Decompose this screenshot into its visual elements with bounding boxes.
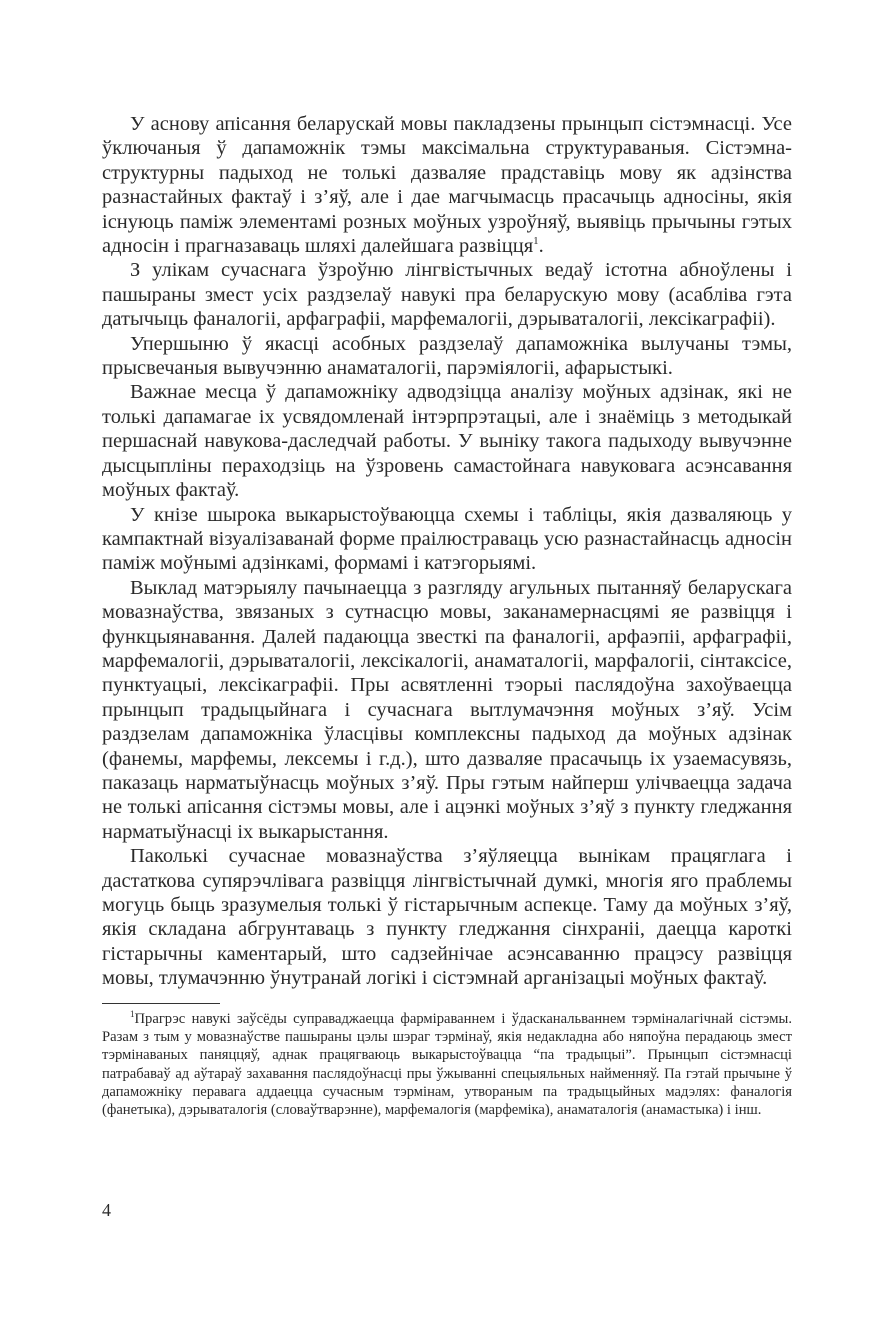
footnote-separator (102, 1003, 220, 1004)
paragraph-1-text: У аснову апісання беларускай мовы пакладзены прынцып сістэмнасці. Усе ўключаныя ў дапаможнік тэмы максімальна структураваныя. Сістэмна-структурны падыход не толькі дазваляе прадставіць мову як адзінства разнастайных фактаў і з’яў, але і дае магчымасць прасачыць адносіны, якія існуюць паміж элементамі розных моўных узроўняў, выявіць прычыны гэтых адносін і прагназаваць шляхі далейшага развіцця (102, 113, 792, 258)
footnote-text: Прагрэс навукі заўсёды суправаджаецца фарміраваннем і ўдасканальваннем тэрміналагічнай сістэмы. Разам з тым у мовазнаўстве пашыраны цэлы шэраг тэрмінаў, якія недакладна або няпоўна перадаюць змест тэрмінаваных паняццяў, аднак працягваюць выкарыстоўвацца “па традыцыі”. Прынцып сістэмнасці патрабаваў ад аўтараў захавання паслядоўнасці пры ўжыванні спецыяльных найменняў. Па гэтай прычыне ў дапаможніку перавага аддаецца сучасным тэрмінам, утвораным па традыцыйных мадэлях: фаналогія (фанетыка), дэрываталогія (словаўтварэнне), марфемалогія (марфеміка), анаматалогія (анамастыка) і інш. (102, 1010, 792, 1119)
paragraph-1-period: . (538, 235, 544, 258)
paragraph-1 (102, 112, 792, 258)
paragraph-5: У кнізе шырока выкарыстоўваюцца схемы і табліцы, якія дазваляюць у кампактнай візуалізаванай форме праілюстраваць усю разнастайнасць адносін паміж моўнымі адзінкамі, формамі і катэгорыямі. (102, 503, 792, 575)
footnote-marker: 1 (130, 1008, 135, 1019)
paragraph-6: Выклад матэрыялу пачынаецца з разгляду агульных пытанняў беларускага мовазнаўства, звязаных з сутнасцю мовы, заканамернасцямі яе развіцця і функцыянавання. Далей падаюцца звесткі па фаналогіі, арфаэпіі, арфаграфіі, марфемалогіі, дэрываталогіі, лексікалогіі, анаматалогіі, марфалогіі, сінтаксісе, пунктуацыі, лексікаграфіі. Пры асвятленні тэорыі паслядоўна захоўваецца прынцып традыцыйнага і сучаснага вытлумачэння моўных з’яў. Усім раздзелам дапаможніка ўласцівы комплексны падыход да моўных адзінак (фанемы, марфемы, лексемы і г.д.), што дазваляе прасачыць іх узаемасувязь, паказаць нарматыўнасць моўных з’яў. Пры гэтым найперш улічваецца задача не толькі апісання сістэмы мовы, але і ацэнкі моўных з’яў з пункту гледжання нарматыўнасці іх выкарыстання. (102, 576, 792, 843)
footnote (102, 1010, 792, 1120)
paragraph-3: Упершыню ў якасці асобных раздзелаў дапаможніка вылучаны тэмы, прысвечаныя вывучэнню анаматалогіі, парэміялогіі, афарыстыкі. (102, 332, 792, 380)
footnote-reference[interactable]: 1 (533, 235, 539, 248)
paragraph-4: Важнае месца ў дапаможніку адводзіцца аналізу моўных адзінак, які не толькі дапамагае іх усвядомленай інтэрпрэтацыі, але і знаёміць з методыкай першаснай навукова-даследчай работы. У выніку такога падыходу вывучэнне дысцыпліны пераходзіць на ўзровень самастойнага навуковага асэнсавання моўных фактаў. (102, 381, 792, 502)
page-number: 4 (102, 1200, 111, 1220)
paragraph-7: Паколькі сучаснае мовазнаўства з’яўляецца вынікам працяглага і дастаткова супярэчлівага развіцця лінгвістычнай думкі, многія яго праблемы могуць быць зразумелыя толькі ў гістарычным аспекце. Таму да моўных з’яў, якія складана абгрунтаваць з пункту гледжання сінхраніі, даецца кароткі гістарычны каментарый, што садзейнічае асэнсаванню працэсу развіцця мовы, тлумачэнню ўнутранай логікі і сістэмнай арганізацыі моўных фактаў. (102, 845, 792, 990)
paragraph-2: З улікам сучаснага ўзроўню лінгвістычных ведаў істотна абноўлены і пашыраны змест усіх раздзелаў навукі пра беларускую мову (асабліва гэта датычыць фаналогіі, арфаграфіі, марфемалогіі, дэрываталогіі, лексікаграфіі). (102, 259, 792, 331)
page-body (102, 112, 792, 1119)
